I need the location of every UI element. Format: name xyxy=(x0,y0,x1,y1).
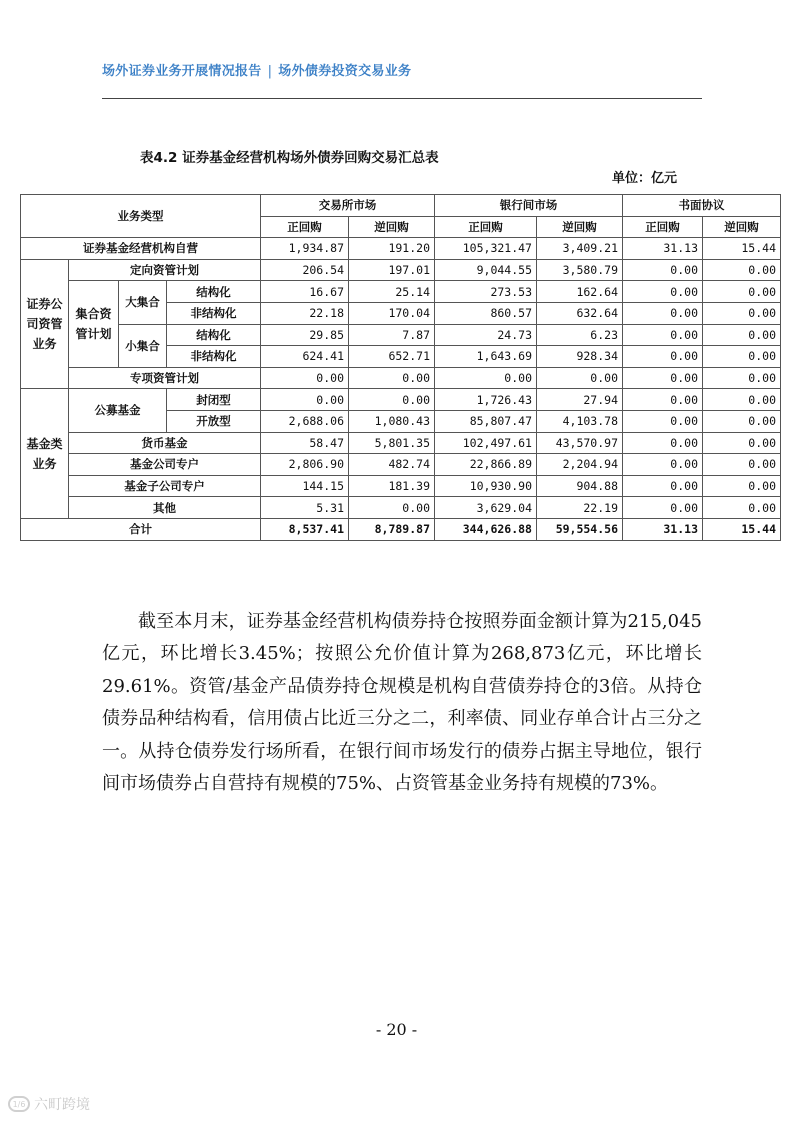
table-cell: 58.47 xyxy=(261,432,349,454)
table-cell: 0.00 xyxy=(623,497,703,519)
table-row xyxy=(21,238,781,260)
row-label: 定向资管计划 xyxy=(69,259,261,281)
public-fund-label: 公募基金 xyxy=(69,389,167,432)
table-cell: 0.00 xyxy=(703,259,781,281)
table-row xyxy=(21,475,781,497)
table-cell: 0.00 xyxy=(703,324,781,346)
table-cell: 2,688.06 xyxy=(261,410,349,432)
table-cell: 0.00 xyxy=(703,475,781,497)
row-label: 基金子公司专户 xyxy=(69,475,261,497)
table-cell: 7.87 xyxy=(349,324,435,346)
exchange-repo-header: 正回购 xyxy=(261,216,349,238)
written-agreement-header: 书面协议 xyxy=(623,195,781,217)
table-cell: 2,204.94 xyxy=(537,454,623,476)
table-cell: 8,789.87 xyxy=(349,518,435,540)
table-cell: 22.18 xyxy=(261,302,349,324)
table-cell: 8,537.41 xyxy=(261,518,349,540)
table-cell: 144.15 xyxy=(261,475,349,497)
table-cell: 3,629.04 xyxy=(435,497,537,519)
row-label: 其他 xyxy=(69,497,261,519)
table-row xyxy=(21,259,781,281)
table-cell: 5,801.35 xyxy=(349,432,435,454)
table-caption: 表4.2 证券基金经营机构场外债券回购交易汇总表 xyxy=(140,150,439,166)
table-cell: 22.19 xyxy=(537,497,623,519)
table-cell: 105,321.47 xyxy=(435,238,537,260)
business-type-header: 业务类型 xyxy=(21,195,261,238)
table-row xyxy=(21,281,781,303)
table-cell: 0.00 xyxy=(703,302,781,324)
table-cell: 191.20 xyxy=(349,238,435,260)
table-cell: 928.34 xyxy=(537,346,623,368)
table-cell: 3,409.21 xyxy=(537,238,623,260)
table-cell: 0.00 xyxy=(623,259,703,281)
table-unit: 单位：亿元 xyxy=(612,171,678,186)
table-cell: 0.00 xyxy=(623,367,703,389)
table-cell: 15.44 xyxy=(703,238,781,260)
table-cell: 9,044.55 xyxy=(435,259,537,281)
table-cell: 2,806.90 xyxy=(261,454,349,476)
table-cell: 197.01 xyxy=(349,259,435,281)
row-label: 非结构化 xyxy=(167,302,261,324)
row-label: 结构化 xyxy=(167,281,261,303)
table-cell: 860.57 xyxy=(435,302,537,324)
fund-business-group-label: 基金类业务 xyxy=(21,389,69,519)
table-cell: 0.00 xyxy=(703,454,781,476)
table-cell: 6.23 xyxy=(537,324,623,346)
row-label: 非结构化 xyxy=(167,346,261,368)
table-cell: 0.00 xyxy=(349,497,435,519)
row-label: 结构化 xyxy=(167,324,261,346)
page-number: - 20 - xyxy=(375,1020,418,1039)
table-cell: 31.13 xyxy=(623,238,703,260)
table-cell: 181.39 xyxy=(349,475,435,497)
row-label: 专项资管计划 xyxy=(69,367,261,389)
table-cell: 0.00 xyxy=(703,281,781,303)
exchange-market-header: 交易所市场 xyxy=(261,195,435,217)
table-cell: 43,570.97 xyxy=(537,432,623,454)
table-cell: 206.54 xyxy=(261,259,349,281)
asset-mgmt-group-label: 证券公司资管业务 xyxy=(21,259,69,389)
table-cell: 0.00 xyxy=(537,367,623,389)
header-rule xyxy=(102,98,702,99)
table-cell: 29.85 xyxy=(261,324,349,346)
table-cell: 1,934.87 xyxy=(261,238,349,260)
written-reverse-repo-header: 逆回购 xyxy=(703,216,781,238)
table-cell: 0.00 xyxy=(261,389,349,411)
total-row xyxy=(21,518,781,540)
exchange-reverse-repo-header: 逆回购 xyxy=(349,216,435,238)
table-cell: 344,626.88 xyxy=(435,518,537,540)
table-row xyxy=(21,389,781,411)
table-cell: 624.41 xyxy=(261,346,349,368)
small-collective-label: 小集合 xyxy=(119,324,167,367)
row-label: 开放型 xyxy=(167,410,261,432)
table-cell: 27.94 xyxy=(537,389,623,411)
table-cell: 0.00 xyxy=(623,432,703,454)
table-cell: 482.74 xyxy=(349,454,435,476)
table-cell: 0.00 xyxy=(623,410,703,432)
table-cell: 3,580.79 xyxy=(537,259,623,281)
collective-plan-group-label: 集合资管计划 xyxy=(69,281,119,367)
row-label: 合计 xyxy=(21,518,261,540)
table-row xyxy=(21,497,781,519)
table-cell: 1,726.43 xyxy=(435,389,537,411)
table-cell: 5.31 xyxy=(261,497,349,519)
table-cell: 25.14 xyxy=(349,281,435,303)
row-label: 证券基金经营机构自营 xyxy=(21,238,261,260)
section-title: 场外债券投资交易业务 xyxy=(278,64,412,79)
table-row xyxy=(21,454,781,476)
table-cell: 0.00 xyxy=(623,389,703,411)
table-cell: 0.00 xyxy=(623,346,703,368)
table-cell: 102,497.61 xyxy=(435,432,537,454)
table-cell: 0.00 xyxy=(349,389,435,411)
table-cell: 22,866.89 xyxy=(435,454,537,476)
table-cell: 15.44 xyxy=(703,518,781,540)
table-cell: 4,103.78 xyxy=(537,410,623,432)
table-cell: 0.00 xyxy=(703,367,781,389)
table-cell: 0.00 xyxy=(703,389,781,411)
running-header xyxy=(102,60,411,79)
table-cell: 0.00 xyxy=(703,346,781,368)
interbank-reverse-repo-header: 逆回购 xyxy=(537,216,623,238)
row-label: 封闭型 xyxy=(167,389,261,411)
table-cell: 0.00 xyxy=(623,302,703,324)
table-cell: 1,080.43 xyxy=(349,410,435,432)
table-cell: 904.88 xyxy=(537,475,623,497)
table-cell: 24.73 xyxy=(435,324,537,346)
table-cell: 652.71 xyxy=(349,346,435,368)
row-label: 货币基金 xyxy=(69,432,261,454)
table-row xyxy=(21,432,781,454)
table-cell: 85,807.47 xyxy=(435,410,537,432)
table-cell: 0.00 xyxy=(623,281,703,303)
table-cell: 0.00 xyxy=(703,410,781,432)
table-cell: 59,554.56 xyxy=(537,518,623,540)
table-cell: 273.53 xyxy=(435,281,537,303)
header-row-1 xyxy=(21,195,781,217)
table-cell: 0.00 xyxy=(435,367,537,389)
row-label: 基金公司专户 xyxy=(69,454,261,476)
table-cell: 10,930.90 xyxy=(435,475,537,497)
written-repo-header: 正回购 xyxy=(623,216,703,238)
table-cell: 0.00 xyxy=(623,454,703,476)
table-cell: 1,643.69 xyxy=(435,346,537,368)
watermark-text: 六町跨境 xyxy=(34,1097,90,1113)
large-collective-label: 大集合 xyxy=(119,281,167,324)
table-row xyxy=(21,367,781,389)
table-cell: 0.00 xyxy=(703,497,781,519)
table-cell: 0.00 xyxy=(261,367,349,389)
table-cell: 0.00 xyxy=(623,475,703,497)
header-separator: | xyxy=(267,64,273,79)
body-paragraph: 截至本月末，证券基金经营机构债券持仓按照券面金额计算为215,045亿元，环比增长3.45%；按照公允价值计算为268,873亿元，环比增长 29.61%。资管/基金产品债券持仓规模是机构自营债券持仓的3倍。从持仓债券品种结构看，信用债占比近三分之二，利率债、同业存单合计占三分之一。从持仓债券发行场所看，在银行间市场发行的债券占据主导地位，银行间市场债券占自营持有规模的75%、占资管基金业务持有规模的73%。 xyxy=(102,611,702,795)
report-title: 场外证券业务开展情况报告 xyxy=(102,64,262,79)
watermark xyxy=(8,1094,90,1114)
table-cell: 170.04 xyxy=(349,302,435,324)
table-cell: 0.00 xyxy=(703,432,781,454)
table-row xyxy=(21,324,781,346)
interbank-market-header: 银行间市场 xyxy=(435,195,623,217)
table-cell: 0.00 xyxy=(349,367,435,389)
watermark-logo-icon: 1/6 xyxy=(8,1096,30,1112)
interbank-repo-header: 正回购 xyxy=(435,216,537,238)
table-cell: 0.00 xyxy=(623,324,703,346)
repo-summary-table xyxy=(20,194,781,541)
table-cell: 31.13 xyxy=(623,518,703,540)
table-cell: 16.67 xyxy=(261,281,349,303)
table-cell: 632.64 xyxy=(537,302,623,324)
table-cell: 162.64 xyxy=(537,281,623,303)
